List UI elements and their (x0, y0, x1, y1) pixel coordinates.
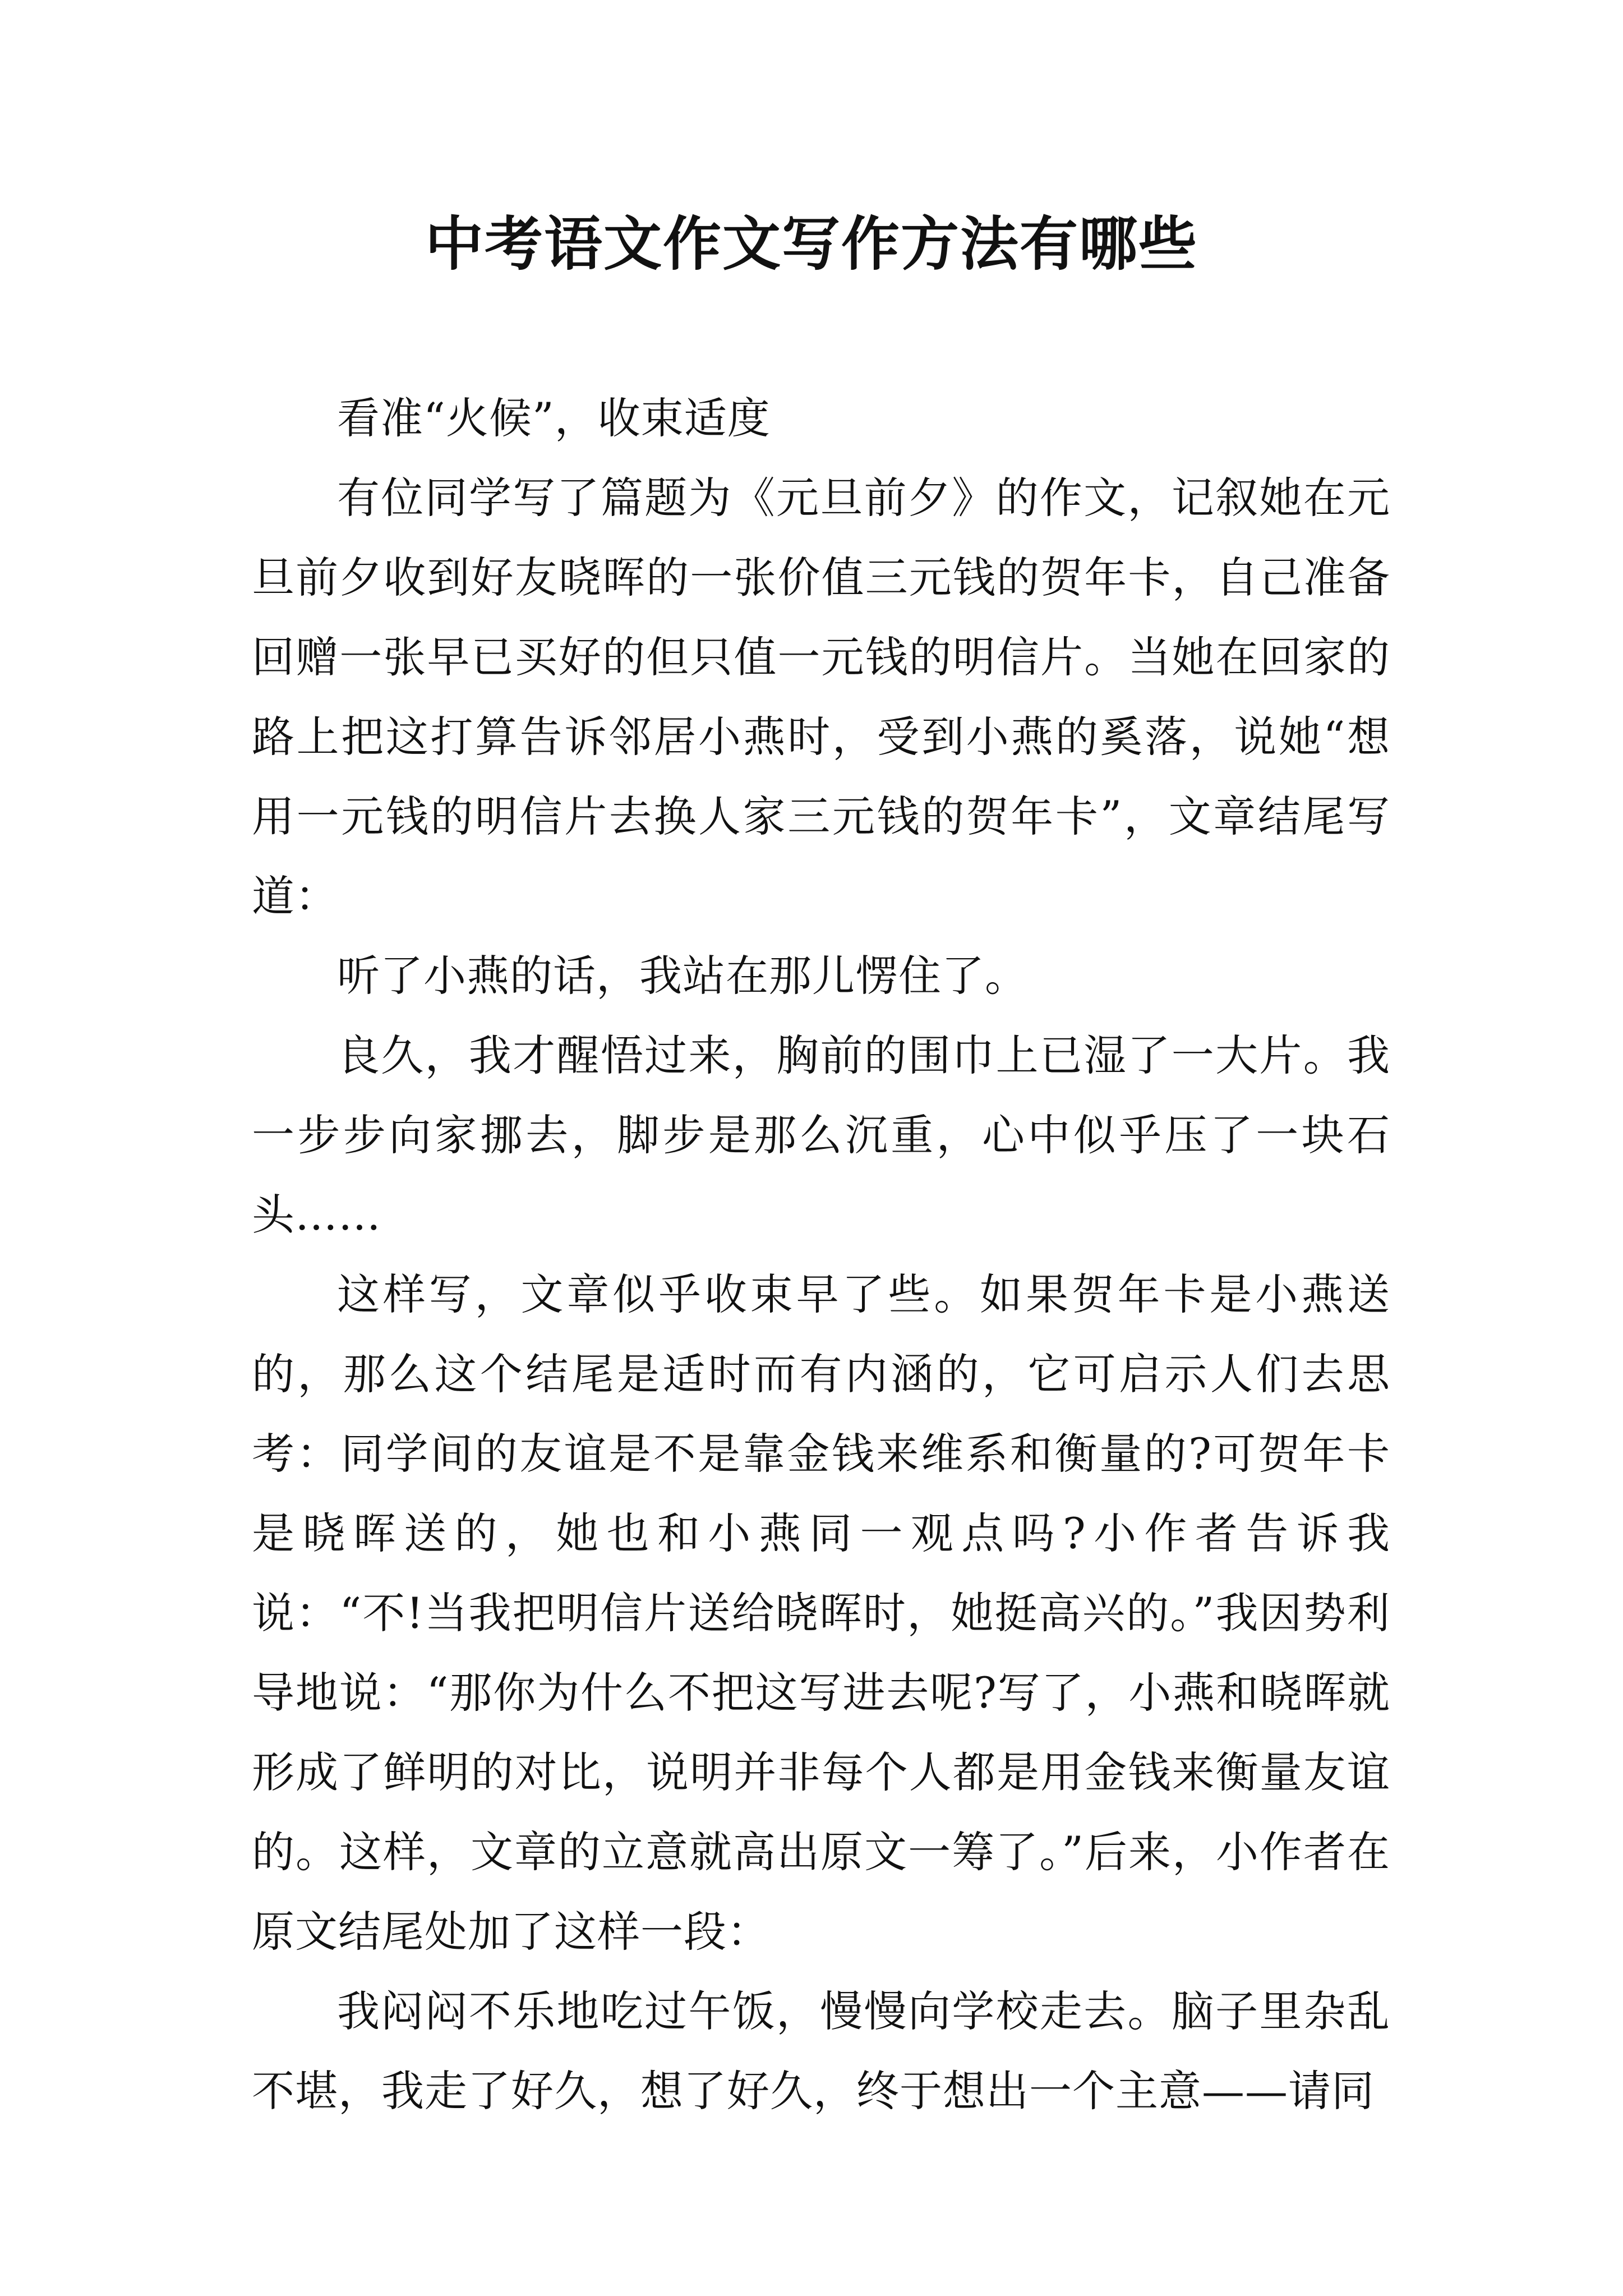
document-body (252, 379, 1390, 2131)
section-heading: 看准“火候”，收束适度 (337, 393, 771, 443)
body-paragraph: 良久，我才醒悟过来，胸前的围巾上已湿了一大片。我一步步向家挪去，脚步是那么沉重，心中似乎压了一块石头…… (252, 1030, 1390, 1240)
body-paragraph: 有位同学写了篇题为《元旦前夕》的作文，记叙她在元旦前夕收到好友晓晖的一张价值三元钱的贺年卡，自己准备回赠一张早已买好的但只值一元钱的明信片。当她在回家的路上把这打算告诉邻居小燕时，受到小燕的奚落，说她“想用一元钱的明信片去换人家三元钱的贺年卡”，文章结尾写道： (252, 473, 1390, 921)
body-paragraph: 这样写，文章似乎收束早了些。如果贺年卡是小燕送的，那么这个结尾是适时而有内涵的，它可启示人们去思考：同学间的友谊是不是靠金钱来维系和衡量的?可贺年卡是晓晖送的，她也和小燕同一观点吗?小作者告诉我说：“不!当我把明信片送给晓晖时，她挺高兴的。”我因势利导地说：“那你为什么不把这写进去呢?写了，小燕和晓晖就形成了鲜明的对比，说明并非每个人都是用金钱来衡量友谊的。这样，文章的立意就高出原文一筹了。”后来，小作者在原文结尾处加了这样一段： (252, 1269, 1390, 1957)
body-paragraph: 听了小燕的话，我站在那儿愣住了。 (337, 951, 1028, 1001)
document-title: 中考语文作文写作方法有哪些 (425, 209, 1198, 278)
body-paragraph: 我闷闷不乐地吃过午饭，慢慢向学校走去。脑子里杂乱不堪，我走了好久，想了好久，终于想出一个主意——请同 (252, 1986, 1390, 2116)
